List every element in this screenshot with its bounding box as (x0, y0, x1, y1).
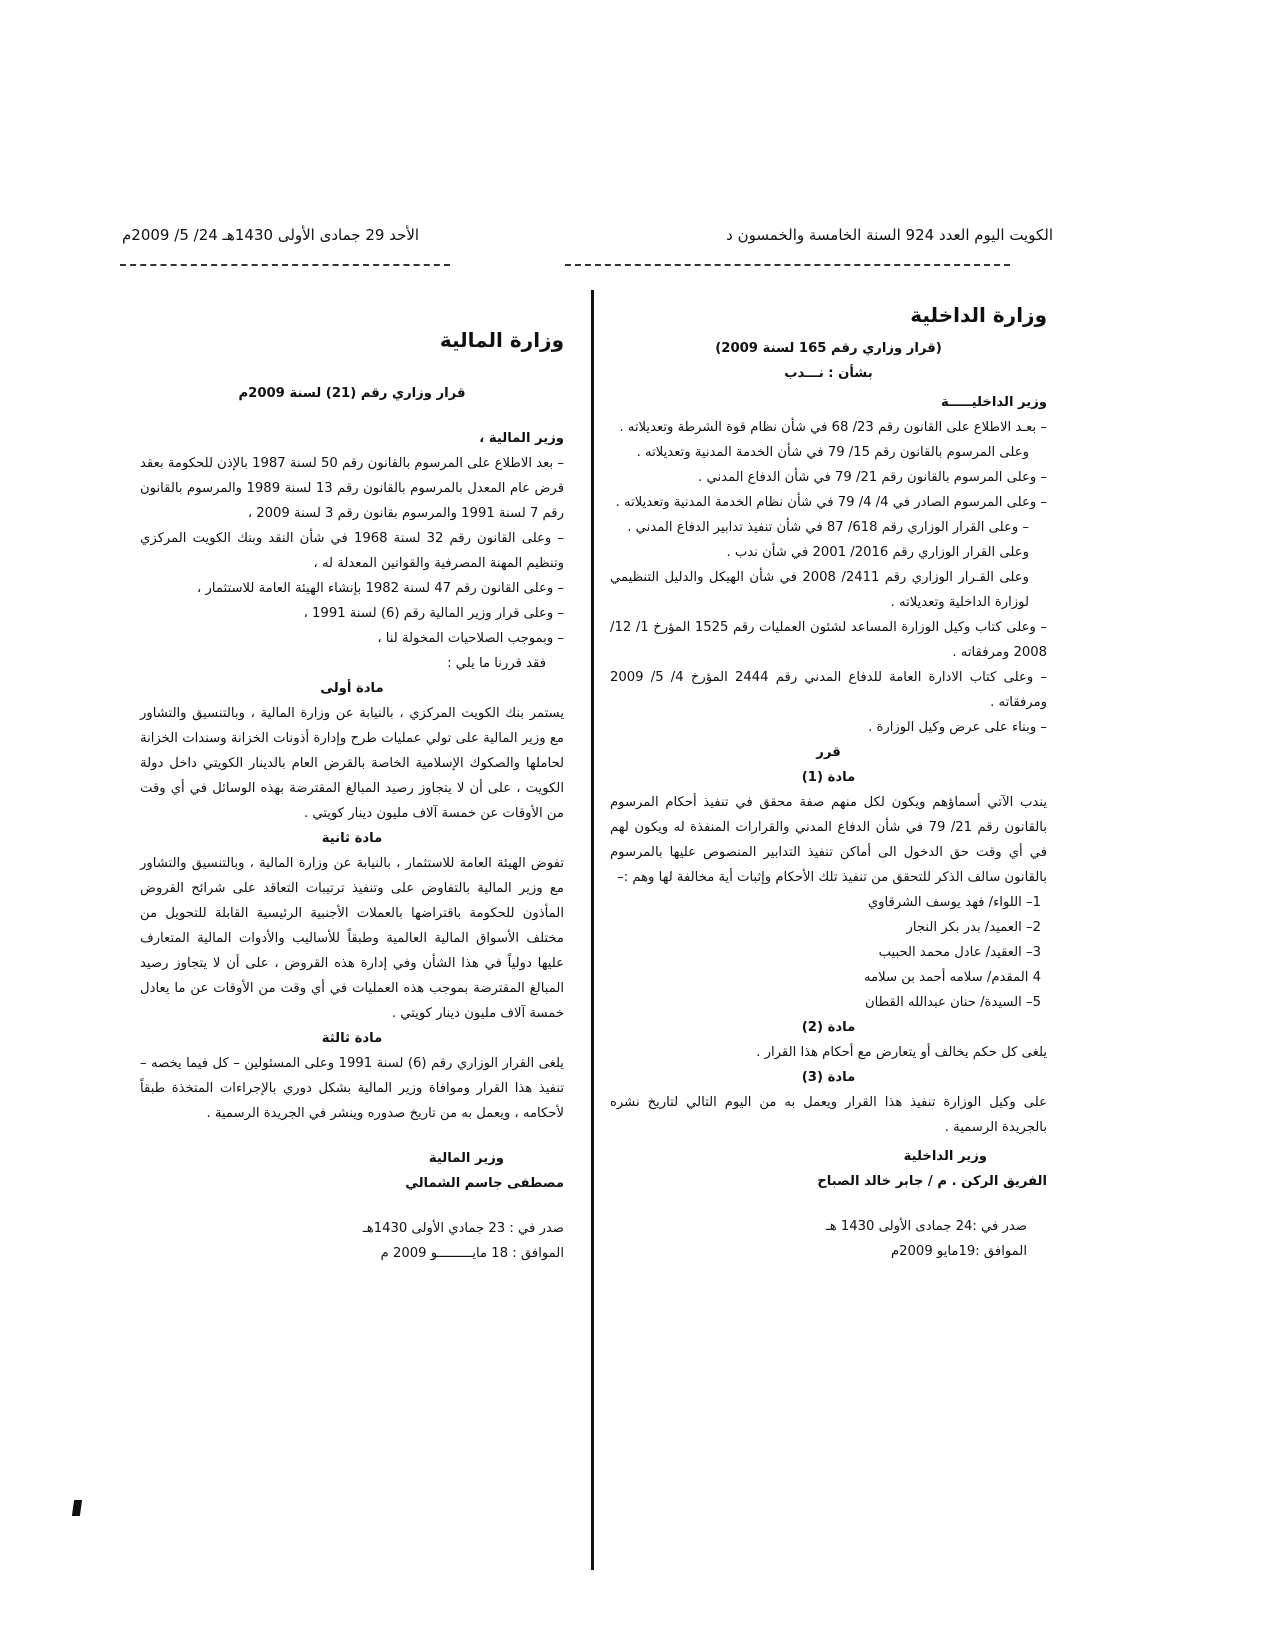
header-rule-right (565, 264, 1010, 266)
recital: – وعلى كتاب الادارة العامة للدفاع المدني رقم 2444 المؤرخ 4/ 5/ 2009 ومرفقاته . (610, 670, 1048, 710)
decision-subject: بشأن : نـــدب (784, 366, 873, 381)
article-1-title: مادة (1) (801, 770, 856, 785)
scan-mark (72, 1500, 82, 1516)
article-3-text: على وكيل الوزارة تنفيذ هذا القرار ويعمل به من اليوم التالي لتاريخ نشره بالجريدة الرسمية . (610, 1095, 1047, 1135)
recital: – وعلى القانون رقم 32 لسنة 1968 في شأن النقد وبنك الكويت المركزي وتنظيم المهنة المصرفية والقوانين المعدلة له ، (140, 531, 564, 571)
decided-heading: قرر (816, 745, 841, 760)
decided-line: فقد قررنا ما يلي : (447, 656, 546, 671)
article-2-text: يلغى كل حكم يخالف أو يتعارض مع أحكام هذا القرار . (756, 1045, 1047, 1060)
finance-decision-column (140, 325, 564, 1266)
signature-title: وزير الداخلية (903, 1149, 987, 1164)
ministry-title: وزارة المالية (439, 328, 564, 352)
corresponding-date: الموافق :19مايو 2009م (890, 1244, 1027, 1259)
recital: وعلى القـرار الوزاري رقم 2411/ 2008 في شأن الهيكل والدليل التنظيمي لوزارة الداخلية وتعديلاته . (610, 570, 1030, 610)
recital: – وعلى المرسوم الصادر في 4/ 4/ 79 في شأن نظام الخدمة المدنية وتعديلاته . (615, 495, 1047, 510)
recital: – وبناء على عرض وكيل الوزارة . (868, 720, 1047, 735)
article-2-title: مادة (2) (801, 1020, 856, 1035)
recital: وعلى المرسوم بالقانون رقم 15/ 79 في شأن الخدمة المدنية وتعديلاته . (636, 445, 1029, 460)
column-divider (591, 290, 594, 1570)
article-1-text: يندب الآتي أسماؤهم ويكون لكل منهم صفة محقق في تنفيذ أحكام المرسوم بالقانون رقم 21/ 79 في شأن الدفاع المدني والقرارات المنفذة له ويكون لهم في أي وقت حق الدخول الى أماكن تنفيذ التدابير المنصوص عليها بالمرسوم بالقانون سالف الذكر للتحقق من تنفيذ تلك الأحكام وإثبات أية مخالفة لها وهم :– (610, 795, 1047, 885)
signature-title: وزير المالية (428, 1151, 504, 1166)
signature-name: الفريق الركن . م / جابر خالد الصباح (817, 1174, 1047, 1189)
name-list-item: 4 المقدم/ سلامه أحمد بن سلامه (863, 970, 1041, 985)
name-list-item: 3– العقيد/ عادل محمد الحبيب (878, 945, 1041, 960)
corresponding-date: الموافق : 18 مايـــــــــو 2009 م (380, 1246, 564, 1261)
recital: – بعـد الاطلاع على القانون رقم 23/ 68 في شأن نظام قوة الشرطة وتعديلاته . (619, 420, 1047, 435)
recital: – وعلى قرار وزير المالية رقم (6) لسنة 1991 ، (303, 606, 564, 621)
recital: – وعلى القرار الوزاري رقم 618/ 87 في شأن تنفيذ تدابير الدفاع المدني . (627, 520, 1029, 535)
name-list-item: 2– العميد/ بدر بكر النجار (906, 920, 1041, 935)
header-publication-info: الكويت اليوم العدد 924 السنة الخامسة والخمسون د (726, 226, 1053, 244)
article-3-title: مادة (3) (801, 1070, 856, 1085)
decision-title: قرار وزاري رقم (21) لسنة 2009م (238, 386, 466, 401)
minister-heading: وزير الداخليـــــة (941, 395, 1047, 410)
article-3-title: مادة ثالثة (321, 1031, 383, 1046)
article-1-text: يستمر بنك الكويت المركزي ، بالنيابة عن وزارة المالية ، وبالتنسيق والتشاور مع وزير المالية على تولي عمليات طرح وإدارة أذونات الخزانة وسندات الخزانة لحاملها والصكوك الإسلامية الخاصة بالقرض العام بالدينار الكويتي داخل دولة الكويت ، على أن لا يتجاوز رصيد المبالغ المقترضة بهذه الوسائل في أي وقت من الأوقات عن خمسة آلاف مليون دينار كويتي . (140, 706, 564, 821)
article-2-text: تفوض الهيئة العامة للاستثمار ، بالنيابة عن وزارة المالية ، وبالتنسيق والتشاور مع وزير المالية بالتفاوض على وتنفيذ ترتيبات التعاقد على شرائح القروض المأذون للحكومة باقتراضها بالعملات الأجنبية الرئيسية القابلة للتحويل من مختلف الأسواق المالية العالمية وطبقاً للأساليب والأدوات المالية المتعارف عليها دولياً في هذا الشأن وفي إدارة هذه القروض ، على أن لا يتجاوز رصيد المبالغ المقترضة بموجب هذه العمليات في أي وقت من الأوقات عن ما يعادل خمسة آلاف مليون دينار كويتي . (140, 856, 564, 1021)
signature-name: مصطفى جاسم الشمالي (405, 1176, 564, 1191)
interior-decision-column (610, 300, 1047, 1264)
issued-date: صدر في : 23 جمادي الأولى 1430هـ (362, 1221, 564, 1236)
name-list-item: 5– السيدة/ حنان عبدالله القطان (864, 995, 1041, 1010)
article-1-title: مادة أولى (320, 681, 384, 696)
ministry-title: وزارة الداخلية (910, 303, 1047, 327)
issued-date: صدر في :24 جمادى الأولى 1430 هـ (825, 1219, 1027, 1234)
recital: – بعد الاطلاع على المرسوم بالقانون رقم 50 لسنة 1987 بالإذن للحكومة بعقد قرض عام المعدل بالمرسوم بالقانون رقم 13 لسنة 1989 والمرسوم بالقانون رقم 7 لسنة 1991 والمرسوم بقانون رقم 3 لسنة 2009 ، (140, 456, 565, 521)
header-rule-left (120, 264, 450, 266)
recital: وعلى القرار الوزاري رقم 2016/ 2001 في شأن ندب . (726, 545, 1029, 560)
article-3-text: يلغى القرار الوزاري رقم (6) لسنة 1991 وعلى المسئولين – كل فيما يخصه – تنفيذ هذا القرار وموافاة وزير المالية بشكل دوري بالإجراءات المتخذة طبقاً لأحكامه ، ويعمل به من تاريخ صدوره وينشر في الجريدة الرسمية . (140, 1056, 564, 1121)
recital: – وبموجب الصلاحيات المخولة لنا ، (377, 631, 564, 646)
recital: – وعلى القانون رقم 47 لسنة 1982 بإنشاء الهيئة العامة للاستثمار ، (197, 581, 564, 596)
recital: – وعلى المرسوم بالقانون رقم 21/ 79 في شأن الدفاع المدني . (698, 470, 1047, 485)
article-2-title: مادة ثانية (321, 831, 383, 846)
minister-heading: وزير المالية ، (479, 431, 564, 446)
name-list-item: 1– اللواء/ فهد يوسف الشرقاوي (867, 895, 1041, 910)
header-date: الأحد 29 جمادى الأولى 1430هـ 24/ 5/ 2009م (122, 226, 420, 244)
decision-title: (قرار وزاري رقم 165 لسنة 2009) (715, 341, 942, 356)
recital: – وعلى كتاب وكيل الوزارة المساعد لشئون العمليات رقم 1525 المؤرخ 1/ 12/ 2008 ومرفقاته . (610, 620, 1047, 660)
